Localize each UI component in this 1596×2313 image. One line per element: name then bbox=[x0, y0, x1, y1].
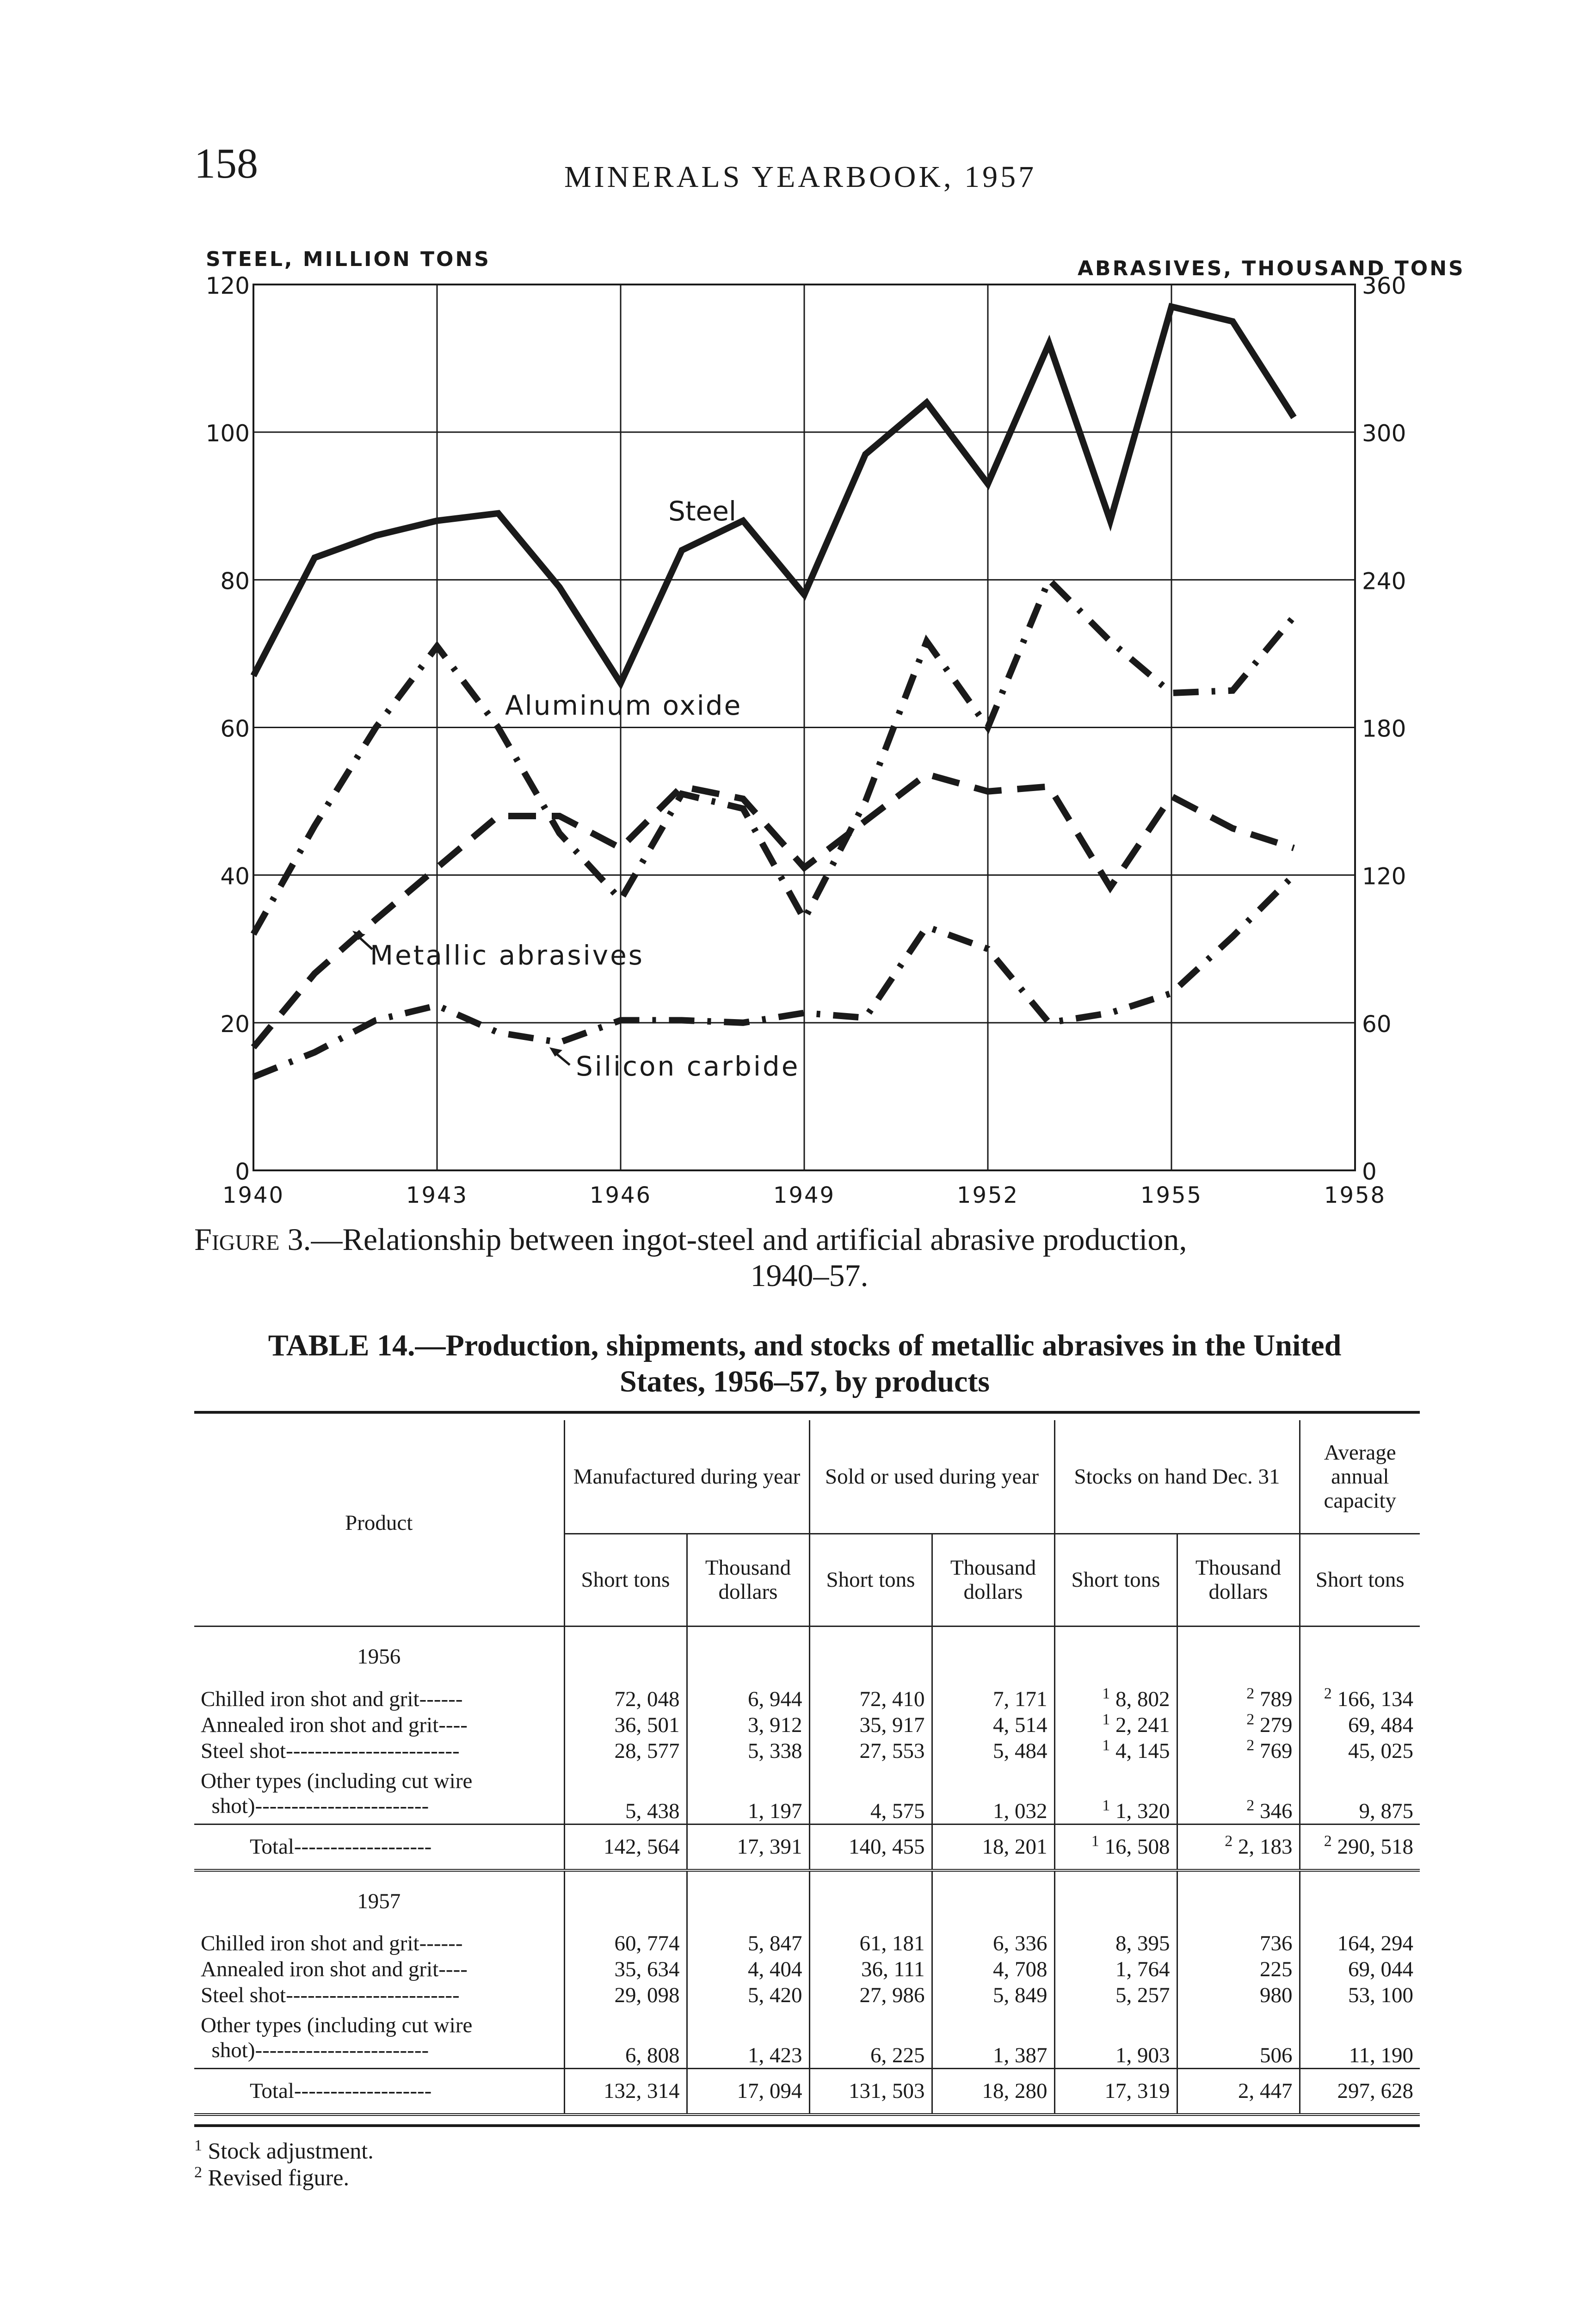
right-tick-label: 180 bbox=[1362, 715, 1406, 742]
figure-caption bbox=[194, 1221, 1424, 1293]
x-tick-label: 1940 bbox=[222, 1182, 285, 1208]
right-tick-labels bbox=[1362, 272, 1406, 1185]
x-tick-label: 1952 bbox=[956, 1182, 1019, 1208]
metallic-abrasives-label: Metallic abrasives bbox=[370, 940, 644, 971]
row-label: Chilled iron shot and grit------ bbox=[201, 1931, 463, 1955]
right-tick-label: 60 bbox=[1362, 1010, 1392, 1038]
series-labels bbox=[370, 495, 800, 1082]
cell: 5, 257 bbox=[1054, 1982, 1177, 2008]
footnote-ref: 2 bbox=[1324, 1832, 1332, 1850]
series-line-3 bbox=[253, 875, 1294, 1077]
manufactured-header: Manufactured during year bbox=[564, 1420, 809, 1534]
footnote-ref: 2 bbox=[1246, 1711, 1255, 1728]
cell: 69, 484 bbox=[1300, 1712, 1420, 1738]
year-1957: 1957 bbox=[357, 1889, 401, 1913]
cell: 36, 501 bbox=[564, 1712, 687, 1738]
aluminum-oxide-label: Aluminum oxide bbox=[505, 690, 742, 721]
left-tick-label: 40 bbox=[220, 863, 250, 890]
footnote-ref: 1 bbox=[1091, 1832, 1099, 1850]
cell: 1, 197 bbox=[687, 1764, 809, 1824]
table-row bbox=[194, 2008, 1420, 2068]
figure-caption-line2: 1940–57. bbox=[750, 1258, 869, 1293]
cell: 142, 564 bbox=[564, 1824, 687, 1870]
cell: 9, 875 bbox=[1300, 1764, 1420, 1824]
cell: 4, 404 bbox=[687, 1956, 809, 1982]
cell: 164, 294 bbox=[1300, 1930, 1420, 1956]
cell: 1, 903 bbox=[1054, 2008, 1177, 2068]
table-row bbox=[194, 1686, 1420, 1712]
table-top-rule bbox=[194, 1411, 1420, 1414]
series-line-0 bbox=[253, 307, 1294, 683]
footnote-ref: 2 bbox=[1225, 1832, 1233, 1850]
row-label: Annealed iron shot and grit---- bbox=[201, 1957, 468, 1981]
right-tick-label: 240 bbox=[1362, 568, 1406, 595]
cell: 6, 225 bbox=[809, 2008, 932, 2068]
stocks-header: Stocks on hand Dec. 31 bbox=[1054, 1420, 1300, 1534]
cell: 35, 634 bbox=[564, 1956, 687, 1982]
cell: 17, 319 bbox=[1054, 2068, 1177, 2115]
cell: 1, 387 bbox=[932, 2008, 1054, 2068]
table-row bbox=[194, 1824, 1420, 1870]
row-label: Other types (including cut wire shot)------------------------ bbox=[201, 1769, 473, 1818]
right-tick-label: 120 bbox=[1362, 863, 1406, 890]
footnote-ref: 1 bbox=[1102, 1711, 1110, 1728]
cell: 45, 025 bbox=[1300, 1738, 1420, 1764]
table-row bbox=[194, 1982, 1420, 2008]
cell: 17, 094 bbox=[687, 2068, 809, 2115]
cell: 28, 577 bbox=[564, 1738, 687, 1764]
sold-header: Sold or used during year bbox=[809, 1420, 1054, 1534]
cell: 69, 044 bbox=[1300, 1956, 1420, 1982]
left-tick-label: 20 bbox=[220, 1010, 250, 1038]
steel-label: Steel bbox=[668, 495, 737, 527]
footnote-ref: 1 bbox=[1102, 1737, 1110, 1754]
cell: $^1$ 1, 320 bbox=[1054, 1764, 1177, 1824]
figure-caption-prefix: Figure 3. bbox=[194, 1222, 311, 1257]
row-label: Total------------------- bbox=[194, 1824, 564, 1870]
rows-1956 bbox=[194, 1686, 1420, 1870]
footnote-2-mark: 2 bbox=[194, 2164, 202, 2181]
capacity-header: Average annual capacity bbox=[1300, 1420, 1420, 1534]
cell: $^1$ 8, 802 bbox=[1054, 1686, 1177, 1712]
cell: $^2$ 166, 134 bbox=[1300, 1686, 1420, 1712]
table-title bbox=[194, 1328, 1415, 1400]
left-tick-label: 120 bbox=[205, 272, 250, 299]
cell: 8, 395 bbox=[1054, 1930, 1177, 1956]
table-row bbox=[194, 1738, 1420, 1764]
cell: 5, 484 bbox=[932, 1738, 1054, 1764]
table-row bbox=[194, 1764, 1420, 1824]
cell: 7, 171 bbox=[932, 1686, 1054, 1712]
table-title-line1: TABLE 14.—Production, shipments, and stocks of metallic abrasives in the United bbox=[268, 1329, 1342, 1362]
table-row bbox=[194, 1930, 1420, 1956]
row-label: Steel shot------------------------ bbox=[201, 1739, 460, 1763]
sub-short-tons-4: Short tons bbox=[1300, 1534, 1420, 1626]
footnote-1 bbox=[194, 2137, 374, 2164]
cell: 1, 423 bbox=[687, 2008, 809, 2068]
cell: 980 bbox=[1177, 1982, 1300, 2008]
cell: 3, 912 bbox=[687, 1712, 809, 1738]
footnote-ref: 2 bbox=[1246, 1685, 1255, 1702]
cell: 17, 391 bbox=[687, 1824, 809, 1870]
cell: $^2$ 2, 183 bbox=[1177, 1824, 1300, 1870]
row-label: Chilled iron shot and grit------ bbox=[201, 1687, 463, 1711]
year-1956: 1956 bbox=[357, 1644, 401, 1669]
cell: 1, 032 bbox=[932, 1764, 1054, 1824]
cell: 1, 764 bbox=[1054, 1956, 1177, 1982]
cell: 5, 438 bbox=[564, 1764, 687, 1824]
sub-thousand-dollars-2: Thousand dollars bbox=[932, 1534, 1054, 1626]
cell: 60, 774 bbox=[564, 1930, 687, 1956]
figure-caption-line1: —Relationship between ingot-steel and artificial abrasive production, bbox=[311, 1222, 1187, 1257]
footnotes bbox=[194, 2137, 374, 2191]
cell: 36, 111 bbox=[809, 1956, 932, 1982]
page-number: 158 bbox=[194, 140, 258, 187]
cell: $^2$ 346 bbox=[1177, 1764, 1300, 1824]
table-row bbox=[194, 2068, 1420, 2115]
row-label: Other types (including cut wire shot)------------------------ bbox=[201, 2013, 473, 2063]
cell: $^1$ 4, 145 bbox=[1054, 1738, 1177, 1764]
cell: 27, 986 bbox=[809, 1982, 932, 2008]
metallic-abrasives-table bbox=[194, 1420, 1420, 2116]
cell: $^2$ 789 bbox=[1177, 1686, 1300, 1712]
chart-grid bbox=[253, 284, 1355, 1170]
product-header: Product bbox=[345, 1510, 413, 1535]
x-tick-label: 1946 bbox=[589, 1182, 652, 1208]
cell: 29, 098 bbox=[564, 1982, 687, 2008]
x-tick-label: 1958 bbox=[1324, 1182, 1386, 1208]
right-axis-title: ABRASIVES, THOUSAND TONS bbox=[1078, 257, 1465, 280]
right-tick-label: 300 bbox=[1362, 420, 1406, 447]
cell: 5, 338 bbox=[687, 1738, 809, 1764]
cell: 18, 280 bbox=[932, 2068, 1054, 2115]
left-tick-labels bbox=[206, 272, 250, 1185]
cell: 225 bbox=[1177, 1956, 1300, 1982]
silicon-carbide-label: Silicon carbide bbox=[576, 1051, 800, 1082]
right-tick-label: 360 bbox=[1362, 272, 1406, 299]
row-label: Total------------------- bbox=[194, 2068, 564, 2115]
cell: 35, 917 bbox=[809, 1712, 932, 1738]
cell: $^1$ 2, 241 bbox=[1054, 1712, 1177, 1738]
x-tick-label: 1955 bbox=[1140, 1182, 1203, 1208]
cell: 2, 447 bbox=[1177, 2068, 1300, 2115]
cell: 27, 553 bbox=[809, 1738, 932, 1764]
sub-thousand-dollars-1: Thousand dollars bbox=[687, 1534, 809, 1626]
cell: 131, 503 bbox=[809, 2068, 932, 2115]
left-tick-label: 0 bbox=[235, 1158, 250, 1185]
footnote-1-text: Stock adjustment. bbox=[208, 2138, 374, 2164]
table-container bbox=[194, 1420, 1420, 2116]
cell: $^2$ 290, 518 bbox=[1300, 1824, 1420, 1870]
left-tick-label: 60 bbox=[220, 715, 250, 742]
left-tick-label: 80 bbox=[220, 568, 250, 595]
cell: $^2$ 279 bbox=[1177, 1712, 1300, 1738]
left-tick-label: 100 bbox=[205, 420, 250, 447]
row-label: Annealed iron shot and grit---- bbox=[201, 1713, 468, 1737]
table-bottom-rule bbox=[194, 2124, 1420, 2127]
footnote-ref: 2 bbox=[1324, 1685, 1332, 1702]
cell: 5, 849 bbox=[932, 1982, 1054, 2008]
cell: 11, 190 bbox=[1300, 2008, 1420, 2068]
sub-short-tons-2: Short tons bbox=[809, 1534, 932, 1626]
footnote-ref: 1 bbox=[1102, 1796, 1110, 1814]
cell: 6, 944 bbox=[687, 1686, 809, 1712]
cell: 736 bbox=[1177, 1930, 1300, 1956]
cell: 72, 410 bbox=[809, 1686, 932, 1712]
right-tick-label: 0 bbox=[1362, 1158, 1377, 1185]
footnote-ref: 1 bbox=[1102, 1685, 1110, 1702]
row-label: Steel shot------------------------ bbox=[201, 1983, 460, 2007]
cell: 132, 314 bbox=[564, 2068, 687, 2115]
cell: 4, 514 bbox=[932, 1712, 1054, 1738]
cell: 72, 048 bbox=[564, 1686, 687, 1712]
silicon-carbide-arrowhead bbox=[549, 1047, 562, 1057]
cell: $^2$ 769 bbox=[1177, 1738, 1300, 1764]
x-tick-labels bbox=[222, 1182, 1386, 1208]
cell: 18, 201 bbox=[932, 1824, 1054, 1870]
x-tick-label: 1949 bbox=[773, 1182, 836, 1208]
cell: 6, 336 bbox=[932, 1930, 1054, 1956]
footnote-2-text: Revised figure. bbox=[208, 2165, 349, 2190]
cell: 6, 808 bbox=[564, 2008, 687, 2068]
cell: 297, 628 bbox=[1300, 2068, 1420, 2115]
cell: 4, 708 bbox=[932, 1956, 1054, 1982]
table-title-line2: States, 1956–57, by products bbox=[619, 1365, 990, 1398]
cell: 140, 455 bbox=[809, 1824, 932, 1870]
rows-1957 bbox=[194, 1930, 1420, 2115]
x-tick-label: 1943 bbox=[406, 1182, 468, 1208]
cell: 61, 181 bbox=[809, 1930, 932, 1956]
table-row bbox=[194, 1712, 1420, 1738]
running-title: MINERALS YEARBOOK, 1957 bbox=[564, 160, 1037, 194]
cell: 5, 847 bbox=[687, 1930, 809, 1956]
footnote-1-mark: 1 bbox=[194, 2137, 202, 2154]
cell: 53, 100 bbox=[1300, 1982, 1420, 2008]
footnote-2 bbox=[194, 2164, 374, 2191]
sub-short-tons-3: Short tons bbox=[1054, 1534, 1177, 1626]
sub-thousand-dollars-3: Thousand dollars bbox=[1177, 1534, 1300, 1626]
table-row bbox=[194, 1956, 1420, 1982]
cell: 4, 575 bbox=[809, 1764, 932, 1824]
footnote-ref: 2 bbox=[1246, 1737, 1255, 1754]
cell: $^1$ 16, 508 bbox=[1054, 1824, 1177, 1870]
footnote-ref: 2 bbox=[1246, 1796, 1255, 1814]
cell: 506 bbox=[1177, 2008, 1300, 2068]
cell: 5, 420 bbox=[687, 1982, 809, 2008]
left-axis-title: STEEL, MILLION TONS bbox=[206, 247, 491, 271]
series-line-1 bbox=[253, 580, 1294, 934]
sub-short-tons-1: Short tons bbox=[564, 1534, 687, 1626]
